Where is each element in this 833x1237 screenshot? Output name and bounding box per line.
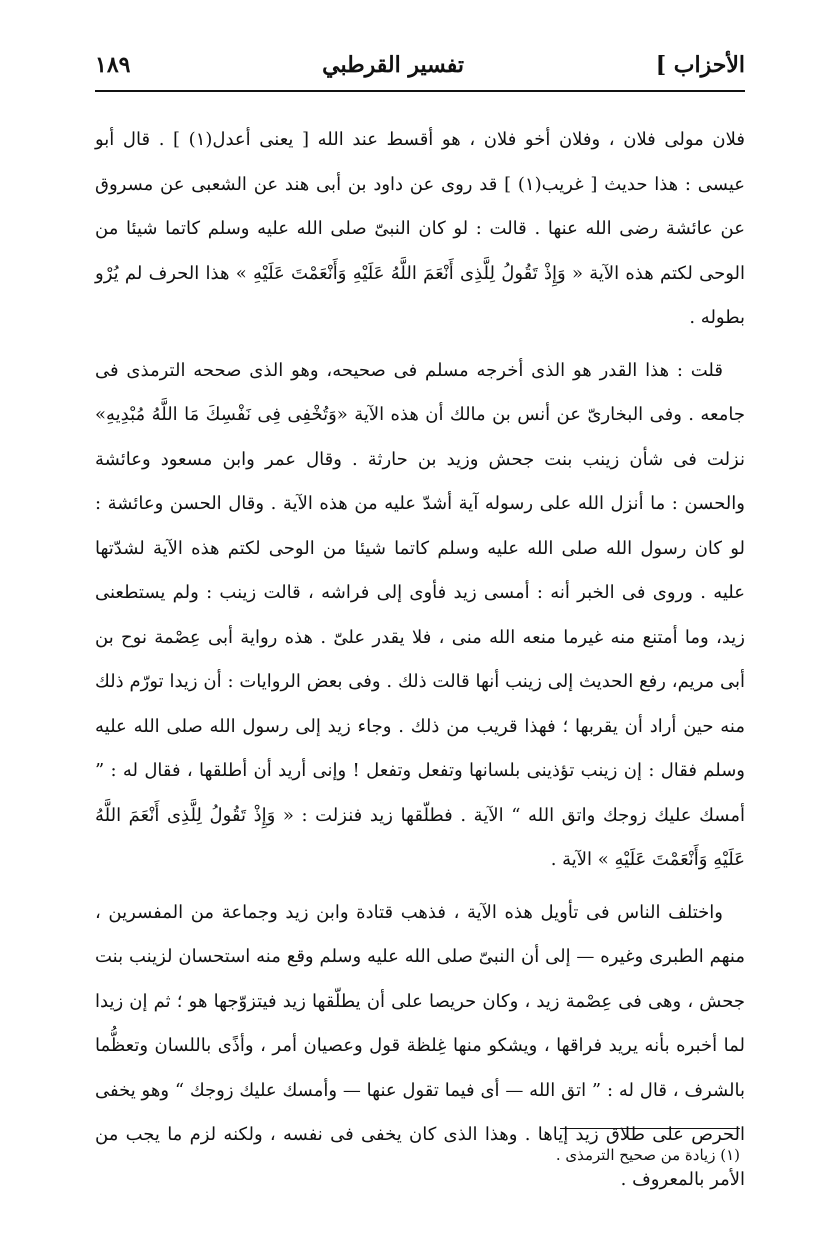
paragraph-3: واختلف الناس فى تأويل هذه الآية ، فذهب قتادة وابن زيد وجماعة من المفسرين ، منهم الطبرى وغيره — إلى أن النبىّ صلى الله عليه وسلم وقع منه استحسان لزينب بنت جحش ، وهى فى عِصْمة زيد ، وكان حريصا على أن يطلّقها زيد فيتزوّجها هو ؛ ثم إن زيدا لما أخبره بأنه يريد فراقها ، ويشكو منها غِلظة قول وعصيان أمر ، وأذًى باللسان وتعظُّما بالشرف ، قال له : ” اتق الله — أى فيما تقول عنها — وأمسك عليك زوجك “ وهو يخفى الحرص على طلاق زيد إياها . وهذا الذى كان يخفى فى نفسه ، ولكنه لزم ما يجب من الأمر بالمعروف . bbox=[95, 901, 745, 1190]
surah-name: الأحزاب ] bbox=[655, 52, 745, 78]
book-title: تفسير القرطبي bbox=[322, 52, 465, 78]
page-number: ١٨٩ bbox=[95, 52, 131, 78]
paragraph-1: فلان مولى فلان ، وفلان أخو فلان ، هو أقسط عند الله [ يعنى أعدل(١) ] . قال أبو عيسى : هذا حديث [ غريب(١) ] قد روى عن داود بن أبى هند عن الشعبى عن مسروق عن عائشة رضى الله عنها . قالت : لو كان النبىّ صلى الله عليه وسلم كاتما شيئا من الوحى لكتم هذه الآية « وَإِذْ تَقُولُ لِلَّذِى أَنْعَمَ اللَّهُ عَلَيْهِ وَأَنْعَمْتَ عَلَيْهِ » هذا الحرف لم يُرْو بطوله . bbox=[95, 129, 745, 328]
page-header bbox=[95, 40, 745, 92]
footnote-divider bbox=[560, 1128, 740, 1129]
main-text bbox=[95, 118, 745, 1202]
footnote: (١) زيادة من صحيح الترمذى . bbox=[555, 1146, 740, 1164]
paragraph-2: قلت : هذا القدر هو الذى أخرجه مسلم فى صحيحه، وهو الذى صححه الترمذى فى جامعه . وفى البخارىّ عن أنس بن مالك أن هذه الآية «وَتُخْفِى فِى نَفْسِكَ مَا اللَّهُ مُبْدِيهِ» نزلت فى شأن زينب بنت جحش وزيد بن حارثة . وقال عمر وابن مسعود وعائشة والحسن : ما أنزل الله على رسوله آية أشدّ عليه من هذه الآية . وقال الحسن وعائشة : لو كان رسول الله صلى الله عليه وسلم كاتما شيئا من الوحى لكتم هذه الآية لشدّتها عليه . وروى فى الخبر أنه : أمسى زيد فأوى إلى فراشه ، قالت زينب : ولم يستطعنى زيد، وما أمتنع منه غيرما منعه الله منى ، فلا يقدر علىّ . هذه رواية أبى عِصْمة نوح بن أبى مريم، رفع الحديث إلى زينب أنها قالت ذلك . وفى بعض الروايات : أن زيدا تورّم ذلك منه حين أراد أن يقربها ؛ فهذا قريب من ذلك . وجاء زيد إلى رسول الله صلى الله عليه وسلم فقال : إن زينب تؤذينى بلسانها وتفعل وتفعل ! وإنى أريد أن أطلقها ، فقال له : ” أمسك عليك زوجك واتق الله “ الآية . فطلّقها زيد فنزلت : « وَإِذْ تَقُولُ لِلَّذِى أَنْعَمَ اللَّهُ عَلَيْهِ وَأَنْعَمْتَ عَلَيْهِ » الآية . bbox=[95, 359, 745, 870]
